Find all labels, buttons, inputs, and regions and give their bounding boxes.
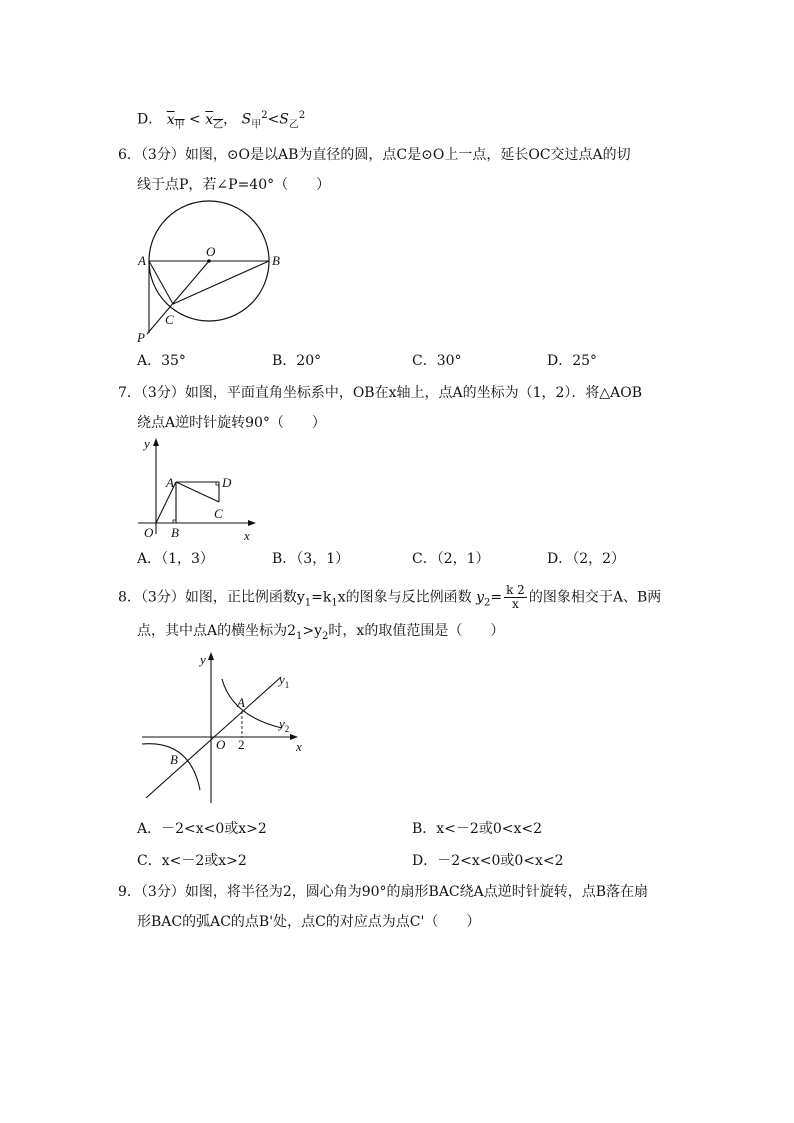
text-part: x的图象与反比例函数 [337,589,472,606]
less-than: < [267,111,280,128]
label-b: B [170,752,178,767]
option-prefix: D． [137,111,163,128]
label-c: C [214,506,223,521]
x-symbol: x [205,111,214,128]
label-a: A [237,695,245,710]
label-y2 [277,716,289,734]
q7-stem-line1: 7．（3分）如图，平面直角坐标系中，OB在x轴上，点A的坐标为（1，2）．将△AOB [118,385,643,401]
label-o: O [144,525,154,540]
sub-label: 乙 [213,119,224,131]
variance-symbol: S [279,111,289,128]
label-p: P [137,330,145,345]
q7-option-a[interactable]: A．（1，3） [137,551,214,567]
text-part: >y [302,623,323,639]
q9-stem-line1: 9．（3分）如图，将半径为2，圆心角为90°的扇形BAC绕A点逆时针旋转，点B落在扇 [118,884,649,900]
q8-figure [138,648,318,808]
segment-ac [176,482,219,502]
q8-stem-line1 [118,584,661,613]
y-axis-arrow [153,438,159,446]
numerator: k 2 [506,583,525,597]
label-y: y [200,652,206,667]
q6-stem-line2: 线于点P，若∠P=40°（ ） [137,177,331,193]
q6-option-c[interactable]: C．30° [412,353,462,369]
label-a: A [138,253,146,268]
x-symbol: x [166,111,175,128]
label-b: B [171,525,179,540]
q6-stem-line1: 6．（3分）如图，⊙O是以AB为直径的圆，点C是⊙O上一点，延长OC交过点A的切 [118,147,631,163]
label-y1-main: y [279,672,285,687]
q6-figure [133,198,293,348]
line-op [147,261,209,334]
q8-option-d[interactable]: D．－2<x<0或0<x<2 [412,853,564,869]
label-x: x [244,528,250,543]
label-y2-sub: 2 [284,724,290,734]
sup-label: 2 [261,110,268,121]
sub-label: 甲 [174,119,185,131]
label-y1-sub: 1 [284,680,290,690]
q7-stem-line2: 绕点A逆时针旋转90°（ ） [137,415,326,431]
label-x: x [296,739,302,754]
y-symbol: y [476,589,484,606]
label-c: C [165,312,174,327]
label-d: D [222,475,232,490]
text-part: 点，其中点A的横坐标为2 [137,623,297,639]
q7-figure [134,434,274,544]
variance-symbol: S [241,111,252,128]
comma: ， [223,111,238,128]
fraction-k2-over-x [504,584,527,611]
q8-option-a[interactable]: A．－2<x<0或x>2 [137,821,267,837]
q6-option-a[interactable]: A．35° [137,353,186,369]
text-part: 8．（3分）如图，正比例函数y [118,589,305,606]
q7-option-d[interactable]: D．（2，2） [547,551,626,567]
text-part: 的图象相交于A、B两 [528,589,662,606]
label-y: y [144,436,150,451]
sub-label: 2 [483,597,491,609]
y-axis-arrow [208,652,214,660]
text-part: =k [311,589,332,606]
q6-option-d[interactable]: D．25° [547,353,598,369]
q5-option-d [137,106,305,135]
label-y2-main: y [279,716,285,731]
mean-x-yi [205,111,224,131]
sub-label: 乙 [288,119,299,131]
sub-label: 甲 [251,119,262,131]
q8-option-c[interactable]: C．x<－2或x>2 [137,853,247,869]
sup-label: 2 [298,110,306,121]
q7-option-b[interactable]: B．（3，1） [272,551,350,567]
q7-option-c[interactable]: C．（2，1） [412,551,490,567]
text-part: 时，x的取值范围是（ ） [328,623,505,639]
q6-option-b[interactable]: B．20° [272,353,322,369]
sub-label: 2 [322,630,329,642]
label-a: A [166,475,174,490]
denominator: x [512,597,519,611]
q9-stem-line2: 形BAC的弧AC的点B'处，点C的对应点为点C'（ ） [137,914,481,930]
q8-option-b[interactable]: B．x<－2或0<x<2 [412,821,542,837]
center-dot [207,259,211,263]
label-o: O [216,737,226,752]
label-y1 [277,672,289,690]
chord-bc [173,261,269,304]
sub-label: 1 [304,597,312,609]
q8-stem-line2 [137,621,504,647]
less-than: < [189,111,201,128]
label-b: B [272,253,280,268]
mean-x-jia [166,111,185,131]
label-two: 2 [238,737,245,752]
equals: = [490,589,503,606]
label-o: O [206,244,216,259]
sub-label: 1 [331,597,338,609]
sub-label: 1 [296,630,303,642]
x-axis-arrow [248,520,256,526]
